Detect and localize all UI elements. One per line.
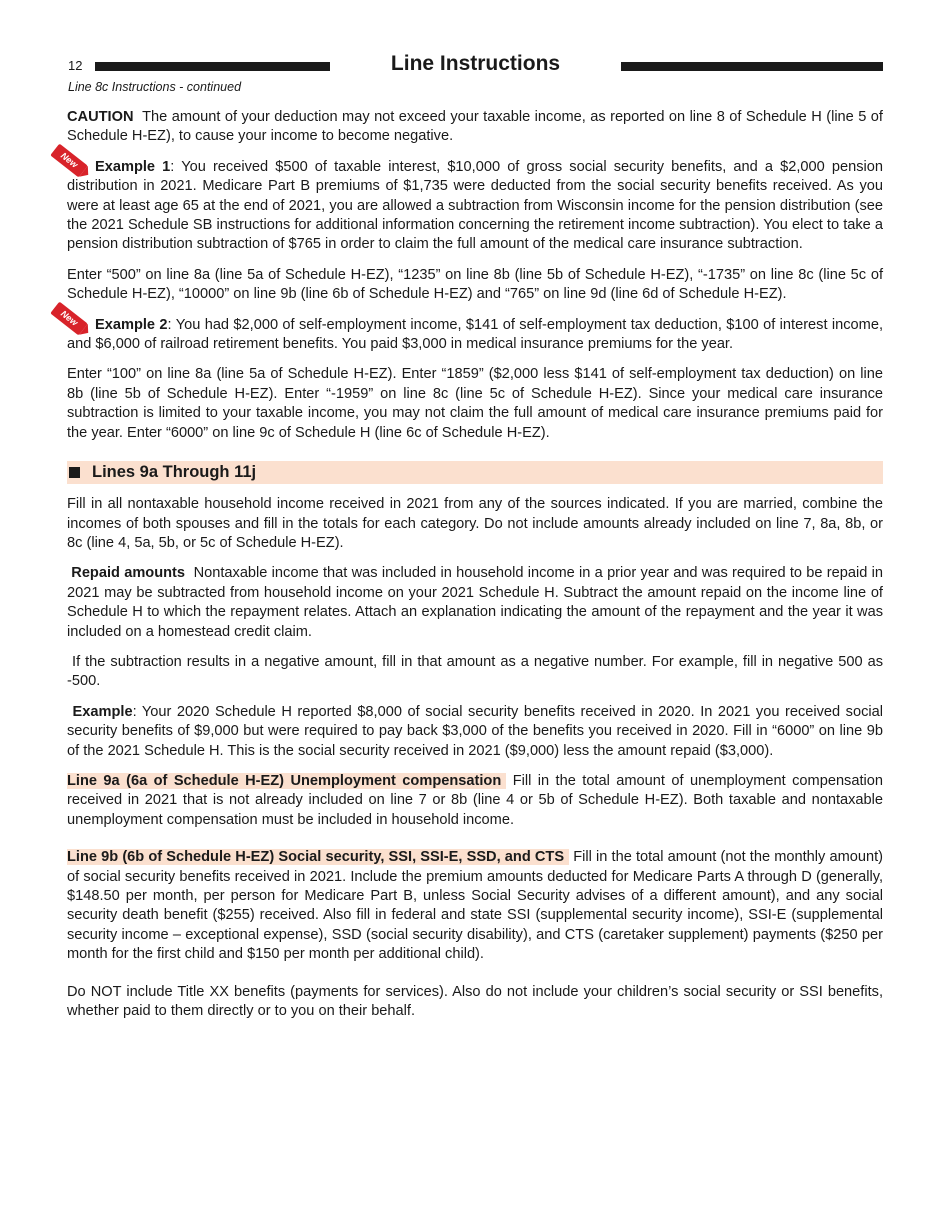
section-heading: [67, 461, 883, 484]
page-header: [68, 52, 883, 80]
repaid-text: Nontaxable income that was included in household income in a prior year and was required to be repaid in 2021 may be subtracted from household income on your 2021 Schedule H. Subtract the amount repaid on the income line of Schedule H to which the repayment relates. Attach an explanation indicating the amount of the repayment and the year it was included on a homestead credit claim.: [67, 565, 883, 640]
header-rule-left: [95, 62, 330, 71]
example-1-text: : You received $500 of taxable interest, $10,000 of gross social security benefits, and a $2,000 pension distribution in 2021. Medicare Part B premiums of $1,735 were deducted from the social security benefits received. As you were at least age 65 at the end of 2021, you are allowed a subtraction from Wisconsin income for the pension distribution (see the 2021 Schedule SB instructions for additional information concerning the retirement income subtraction). You elect to take a pension distribution subtraction of $765 in order to claim the full amount of the medical care insurance subtraction.: [67, 158, 884, 253]
repaid-label: Repaid amounts: [71, 565, 186, 582]
repaid-negative: [67, 653, 883, 692]
repaid-negative-text: If the subtraction results in a negative amount, fill in that amount as a negative number. For example, fill in negative 500 as -500.: [67, 653, 883, 690]
example-2-paragraph: [58, 308, 884, 355]
example-3-text: : Your 2020 Schedule H reported $8,000 of social security benefits received in 2020. In 2021 you received social security benefits of $9,000 but were required to pay back $3,000 of the benefits you received in 2020. Fill in “6000” on line 9b of the 2021 Schedule H. This is the social security received in 2021 ($9,000) less the amount repaid ($3,000).: [67, 703, 883, 759]
section-intro: Fill in all nontaxable household income received in 2021 from any of the sources indicated. If you are married, combine the incomes of both spouses and fill in the totals for each category. Do not include amounts already included on line 7, 8a, 8b, or 8c (line 4, 5a, 5b, or 5c of Schedule H-EZ).: [67, 496, 883, 551]
example-2-text: : You had $2,000 of self-employment income, $141 of self-employment tax deduction, $100 of interest income, and $6,000 of railroad retirement benefits. You paid $3,000 in medical insurance premiums for the year.: [67, 316, 884, 353]
line-9b-paragraph: [67, 848, 883, 964]
example-2-label: Example 2: [95, 316, 168, 333]
line-9b-label: Line 9b (6b of Schedule H-EZ) Social security, SSI, SSI-E, SSD, and CTS: [67, 849, 569, 865]
line-9b-exclude: Do NOT include Title XX benefits (payments for services). Also do not include your children’s social security or SSI benefits, whether paid to them directly or to you on their behalf.: [67, 983, 883, 1020]
example-1-paragraph: [58, 150, 884, 255]
example-3-paragraph: [67, 703, 883, 761]
example-2-enter: Enter “100” on line 8a (line 5a of Schedule H-EZ). Enter “1859” ($2,000 less $141 of self-employment tax deduction) on line 8b (line 5b of Schedule H-EZ). Enter “-1959” on line 8c (line 5c of Schedule H-EZ). Since your medical care insurance subtraction is limited to your taxable income, you may not claim the full amount of medical care insurance premiums paid for the year. Enter “6000” on line 9c of Schedule H (line 6c of Schedule H-EZ).: [67, 366, 883, 441]
example-3-label: Example: [72, 703, 133, 720]
line-9a-label: Line 9a (6a of Schedule H-EZ) Unemployment compensation: [67, 773, 506, 789]
new-badge-icon: New: [50, 301, 88, 335]
repaid-paragraph: [67, 564, 883, 642]
new-badge-icon: New: [50, 143, 88, 177]
square-bullet-icon: [69, 467, 80, 478]
caution-text: The amount of your deduction may not exceed your taxable income, as reported on line 8 of Schedule H (line 5 of Schedule H-EZ), to cause your income to become negative.: [67, 109, 883, 145]
line-9a-text: Fill in the total amount of unemployment compensation received in 2021 that is not already included on line 7 or 8b (line 4 or 5b of Schedule H-EZ). Both taxable and nontaxable unemployment compensation must be included in household income.: [67, 772, 883, 828]
header-rule-right: [621, 62, 883, 71]
example-1-label: Example 1: [95, 158, 171, 175]
continuation-subtitle: Line 8c Instructions - continued: [68, 80, 242, 94]
section-title: Lines 9a Through 11j: [92, 462, 257, 481]
page-content: [58, 108, 884, 1021]
example-1-enter: Enter “500” on line 8a (line 5a of Schedule H-EZ), “1235” on line 8b (line 5b of Schedule H-EZ), “-1735” on line 8c (line 5c of Schedule H-EZ), “10000” on line 9b (line 6b of Schedule H-EZ) and “765” on line 9d (line 6d of Schedule H-EZ).: [67, 266, 883, 303]
line-9a-paragraph: [67, 772, 883, 830]
page-number: 12: [68, 58, 83, 73]
caution-label: CAUTION: [67, 109, 134, 125]
line-9b-text: Fill in the total amount (not the monthly amount) of social security benefits received in 2021. Include the premium amounts deducted for Medicare Parts A through D (generally, $148.50 per month, per person for Medicare Part B, unless Social Security advises of a different amount), and any social security death benefit ($255) received. Also fill in federal and state SSI (supplemental security income), SSI-E (supplemental security income – exceptional expense), SSD (social security disability), and CTS (caretaker supplement) payments ($250 per month for the first child and $150 per month per additional child).: [67, 849, 883, 963]
caution-paragraph: [67, 108, 883, 147]
page-title: Line Instructions: [390, 52, 561, 75]
